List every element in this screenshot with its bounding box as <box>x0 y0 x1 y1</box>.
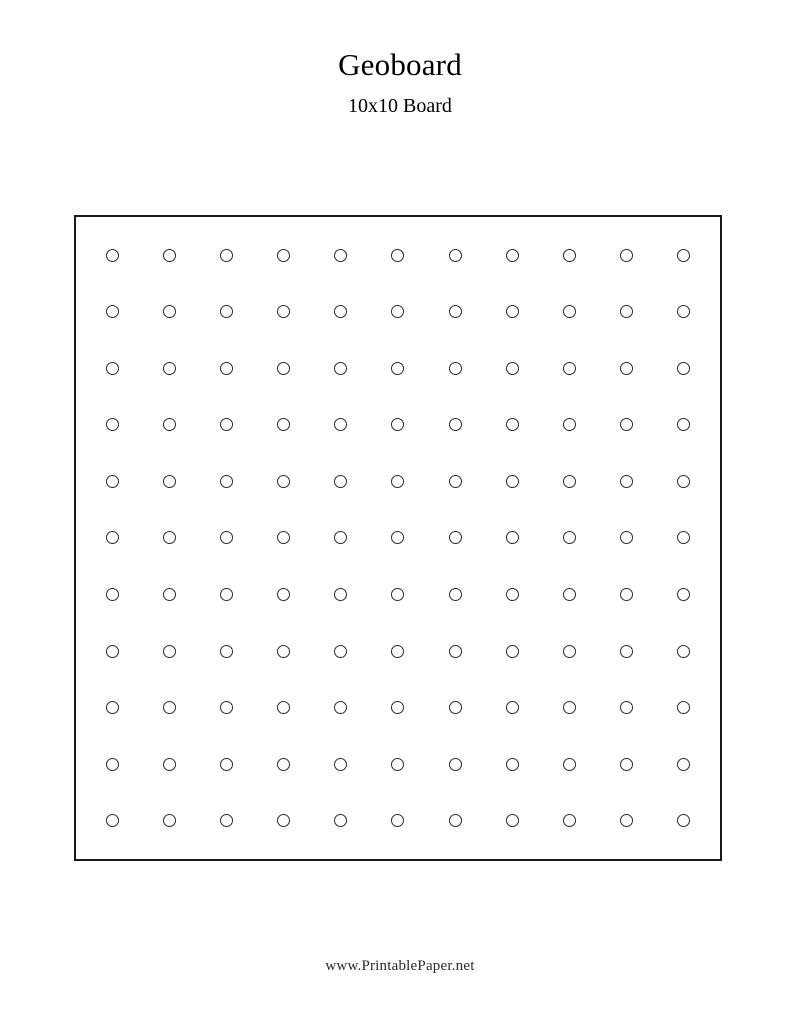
peg <box>677 814 690 827</box>
peg <box>334 758 347 771</box>
peg <box>563 249 576 262</box>
peg <box>277 701 290 714</box>
peg <box>449 531 462 544</box>
peg <box>334 588 347 601</box>
peg <box>449 814 462 827</box>
peg <box>506 588 519 601</box>
peg <box>506 814 519 827</box>
peg <box>277 814 290 827</box>
peg <box>620 531 633 544</box>
peg <box>563 418 576 431</box>
geoboard-border <box>74 215 722 861</box>
peg <box>506 758 519 771</box>
peg <box>391 475 404 488</box>
peg <box>563 305 576 318</box>
peg <box>677 305 690 318</box>
peg <box>106 588 119 601</box>
peg <box>277 645 290 658</box>
peg <box>506 645 519 658</box>
page-subtitle: 10x10 Board <box>348 95 452 118</box>
peg <box>620 701 633 714</box>
peg <box>220 305 233 318</box>
peg <box>563 645 576 658</box>
peg <box>449 418 462 431</box>
peg <box>449 645 462 658</box>
peg <box>677 362 690 375</box>
peg <box>163 814 176 827</box>
peg <box>334 418 347 431</box>
peg <box>220 249 233 262</box>
peg <box>449 701 462 714</box>
peg <box>677 249 690 262</box>
peg <box>677 531 690 544</box>
geoboard-container <box>74 215 722 861</box>
peg <box>106 531 119 544</box>
peg <box>334 814 347 827</box>
peg <box>277 249 290 262</box>
peg <box>277 758 290 771</box>
peg <box>163 362 176 375</box>
peg <box>334 305 347 318</box>
peg <box>563 814 576 827</box>
peg <box>334 701 347 714</box>
peg <box>391 701 404 714</box>
peg <box>391 531 404 544</box>
peg <box>391 305 404 318</box>
peg <box>163 645 176 658</box>
peg <box>449 305 462 318</box>
peg <box>334 249 347 262</box>
peg <box>163 305 176 318</box>
peg <box>391 758 404 771</box>
peg <box>106 645 119 658</box>
peg <box>106 362 119 375</box>
peg <box>220 588 233 601</box>
peg <box>391 249 404 262</box>
peg <box>563 531 576 544</box>
peg <box>163 249 176 262</box>
peg <box>620 588 633 601</box>
peg <box>449 588 462 601</box>
peg <box>391 814 404 827</box>
peg <box>334 362 347 375</box>
peg <box>506 475 519 488</box>
peg <box>620 645 633 658</box>
peg <box>277 418 290 431</box>
peg <box>677 758 690 771</box>
peg <box>334 531 347 544</box>
peg <box>220 531 233 544</box>
peg <box>277 305 290 318</box>
peg <box>163 531 176 544</box>
peg <box>506 362 519 375</box>
peg <box>449 758 462 771</box>
peg <box>163 475 176 488</box>
peg <box>677 418 690 431</box>
peg <box>506 701 519 714</box>
page-title: Geoboard <box>338 47 462 82</box>
peg <box>220 645 233 658</box>
peg <box>391 362 404 375</box>
peg <box>334 645 347 658</box>
peg <box>106 814 119 827</box>
peg <box>620 362 633 375</box>
peg <box>449 362 462 375</box>
peg <box>506 418 519 431</box>
peg <box>106 249 119 262</box>
peg <box>677 701 690 714</box>
peg <box>220 758 233 771</box>
peg <box>106 758 119 771</box>
peg <box>277 531 290 544</box>
peg <box>677 588 690 601</box>
peg <box>620 418 633 431</box>
peg <box>220 418 233 431</box>
peg <box>563 362 576 375</box>
peg <box>506 249 519 262</box>
peg <box>277 475 290 488</box>
peg <box>677 475 690 488</box>
peg <box>163 418 176 431</box>
peg <box>220 362 233 375</box>
peg <box>220 814 233 827</box>
peg <box>620 758 633 771</box>
peg <box>163 758 176 771</box>
peg <box>563 701 576 714</box>
peg <box>620 475 633 488</box>
peg <box>563 588 576 601</box>
peg <box>334 475 347 488</box>
peg <box>220 701 233 714</box>
peg <box>391 588 404 601</box>
peg <box>106 475 119 488</box>
footer-credit: www.PrintablePaper.net <box>325 958 475 974</box>
peg <box>220 475 233 488</box>
peg <box>163 588 176 601</box>
peg <box>506 531 519 544</box>
peg <box>677 645 690 658</box>
peg <box>620 814 633 827</box>
peg-grid <box>76 217 720 859</box>
peg <box>277 588 290 601</box>
peg <box>163 701 176 714</box>
peg <box>620 249 633 262</box>
peg <box>449 475 462 488</box>
peg <box>277 362 290 375</box>
peg <box>506 305 519 318</box>
peg <box>563 475 576 488</box>
peg <box>391 645 404 658</box>
peg <box>563 758 576 771</box>
peg <box>106 418 119 431</box>
peg <box>106 701 119 714</box>
peg <box>106 305 119 318</box>
peg <box>391 418 404 431</box>
peg <box>449 249 462 262</box>
peg <box>620 305 633 318</box>
